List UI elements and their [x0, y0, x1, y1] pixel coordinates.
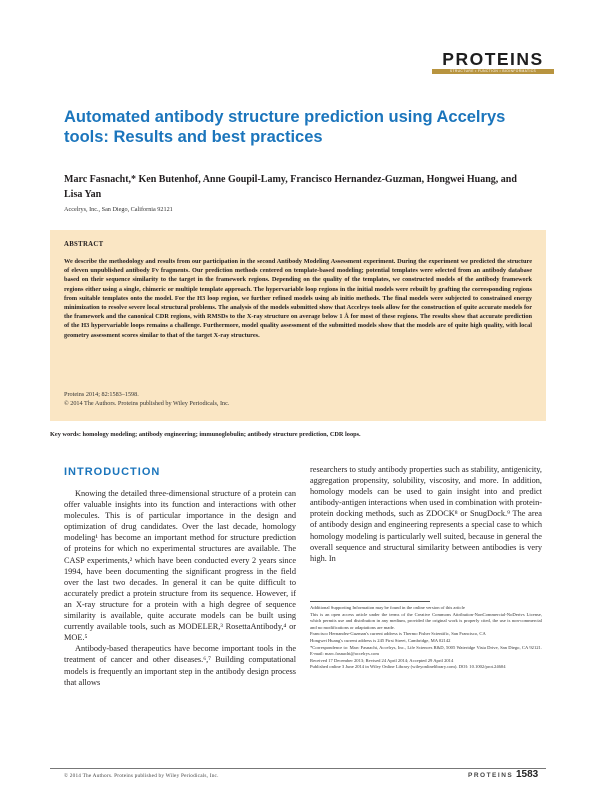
intro-paragraph-1: Knowing the detailed three-dimensional structure of a protein can offer valuable insights into its function and interactions with other molecules. This is of particular importance in the design and optimization of drug candidates. Over the last decade, homology modeling¹ has become an important method for structure prediction of proteins for which no experimental structures are available. The CASP experiments,² which have been conducted every 2 years since 1994, have been documenting the significant progress in the field over the last two decades. In general it can be quite difficult to accurately predict a protein structure from its sequence. However, if an X-ray structure for a protein with a high degree of sequence similarity is available, quite accurate models can be built using currently available tools, such as MODELER,³ RosettaAntibody,⁴ or MOE.⁵	[64, 489, 296, 643]
affiliation: Accelrys, Inc., San Diego, California 92121	[64, 206, 173, 213]
copyright-line: © 2014 The Authors. Proteins published by Wiley Periodicals, Inc.	[64, 399, 230, 407]
footnotes	[310, 605, 542, 671]
abstract-heading: ABSTRACT	[64, 241, 104, 248]
footnote-correspondence: *Correspondence to: Marc Fasnacht, Accelrys, Inc., Life Sciences R&D, 5005 Wateridge Vista Drive, San Diego, CA 92121. E-mail: marc.fasnacht@accelrys.com	[310, 644, 542, 657]
footnote-address-2: Hongwei Huang's current address is 245 First Street, Cambridge, MA 02142	[310, 637, 451, 643]
footer-copyright: © 2014 The Authors. Proteins published by Wiley Periodicals, Inc.	[64, 773, 219, 779]
right-column	[310, 464, 542, 564]
footnote-supporting-info: Additional Supporting Information may be found in the online version of this article	[310, 605, 465, 610]
article-title: Automated antibody structure prediction using Accelrys tools: Results and best practices	[64, 108, 506, 146]
footnote-address-1: Francisco Hernandez-Guzman's current address is Thermo Fisher Scientific, San Francisco, CA	[310, 631, 486, 637]
citation-line: Proteins 2014; 82:1583–1598.	[64, 391, 139, 398]
page-number: 1583	[516, 769, 539, 780]
journal-logo	[432, 50, 554, 74]
journal-logo-word: PROTEINS	[442, 49, 544, 69]
keywords: Key words: homology modeling; antibody engineering; immunoglobulin; antibody structure prediction, CDR loops.	[50, 431, 361, 438]
left-column	[64, 488, 296, 688]
footer-divider	[50, 768, 546, 769]
footnote-dates: Received 17 December 2013; Revised 24 April 2014; Accepted 29 April 2014	[310, 657, 454, 663]
author-list: Marc Fasnacht,* Ken Butenhof, Anne Goupil-Lamy, Francisco Hernandez-Guzman, Hongwei Huang, and Lisa Yan	[64, 174, 517, 200]
journal-logo-strap: STRUCTURE • FUNCTION • BIOINFORMATICS	[432, 69, 554, 74]
footnote-divider	[310, 601, 430, 602]
footnote-doi: Published online 3 June 2014 in Wiley Online Library (wileyonlinelibrary.com). DOI: 10.1002/prot.24604	[310, 664, 506, 670]
abstract-text: We describe the methodology and results from our participation in the second Antibody Modeling Assessment experiment. During the experiment we predicted the structure of eleven unpublished antibody Fv fragments. Our prediction methods centered on template-based modeling; potential templates were selected from an antibody database based on their sequence similarity to the target in the framework regions. Depending on the quality of the templates, we constructed models of the antibody framework regions either using a single, chimeric or multiple template approach. The hypervariable loop regions in the initial models were rebuilt by grafting the corresponding regions from suitable templates onto the model. For the H3 loop region, we further refined models using ab initio methods. The final models were subjected to constrained energy minimization to resolve severe local structural problems. The analysis of the models submitted show that Accelrys tools allow for the construction of quite accurate models for the framework and the canonical CDR regions, with RMSDs to the X-ray structure on average below 1 Å for most of these regions. The results show that accurate prediction of the H3 hypervariable loops remains a challenge. Furthermore, model quality assessment of the submitted models show that the models are of quite high quality, with local geometry assessment scores similar to that of the target X-ray structures.	[64, 258, 532, 339]
intro-paragraph-2: Antibody-based therapeutics have become important tools in the treatment of cancer and other diseases.⁶,⁷ Building computational models is frequently an important step in the antibody design process that allows	[64, 644, 296, 687]
footer-journal-name: PROTEINS	[468, 772, 514, 779]
intro-paragraph-3: researchers to study antibody properties such as stability, antigenicity, aggregation propensity, solubility, viscosity, and more. In addition, homology models can be used to gain insight into and predict antibody-antigen interactions when used in combination with protein-protein docking methods, such as ZDOCK⁸ or SnugDock.⁹ The area of antibody design and engineering represents a special case to which homology modeling is particularly well suited, because in general the overall sequence and structural similarity between antibodies is very high. In	[310, 465, 542, 563]
introduction-heading: INTRODUCTION	[64, 466, 161, 478]
journal-citation	[64, 391, 229, 408]
footnote-license: This is an open access article under the terms of the Creative Commons Attribution-NonCommercial-NoDerivs License, which permits use and distribution in any medium, provided the original work is properly cited, the use is non-commercial and no modifications or adaptations are made.	[310, 611, 542, 630]
